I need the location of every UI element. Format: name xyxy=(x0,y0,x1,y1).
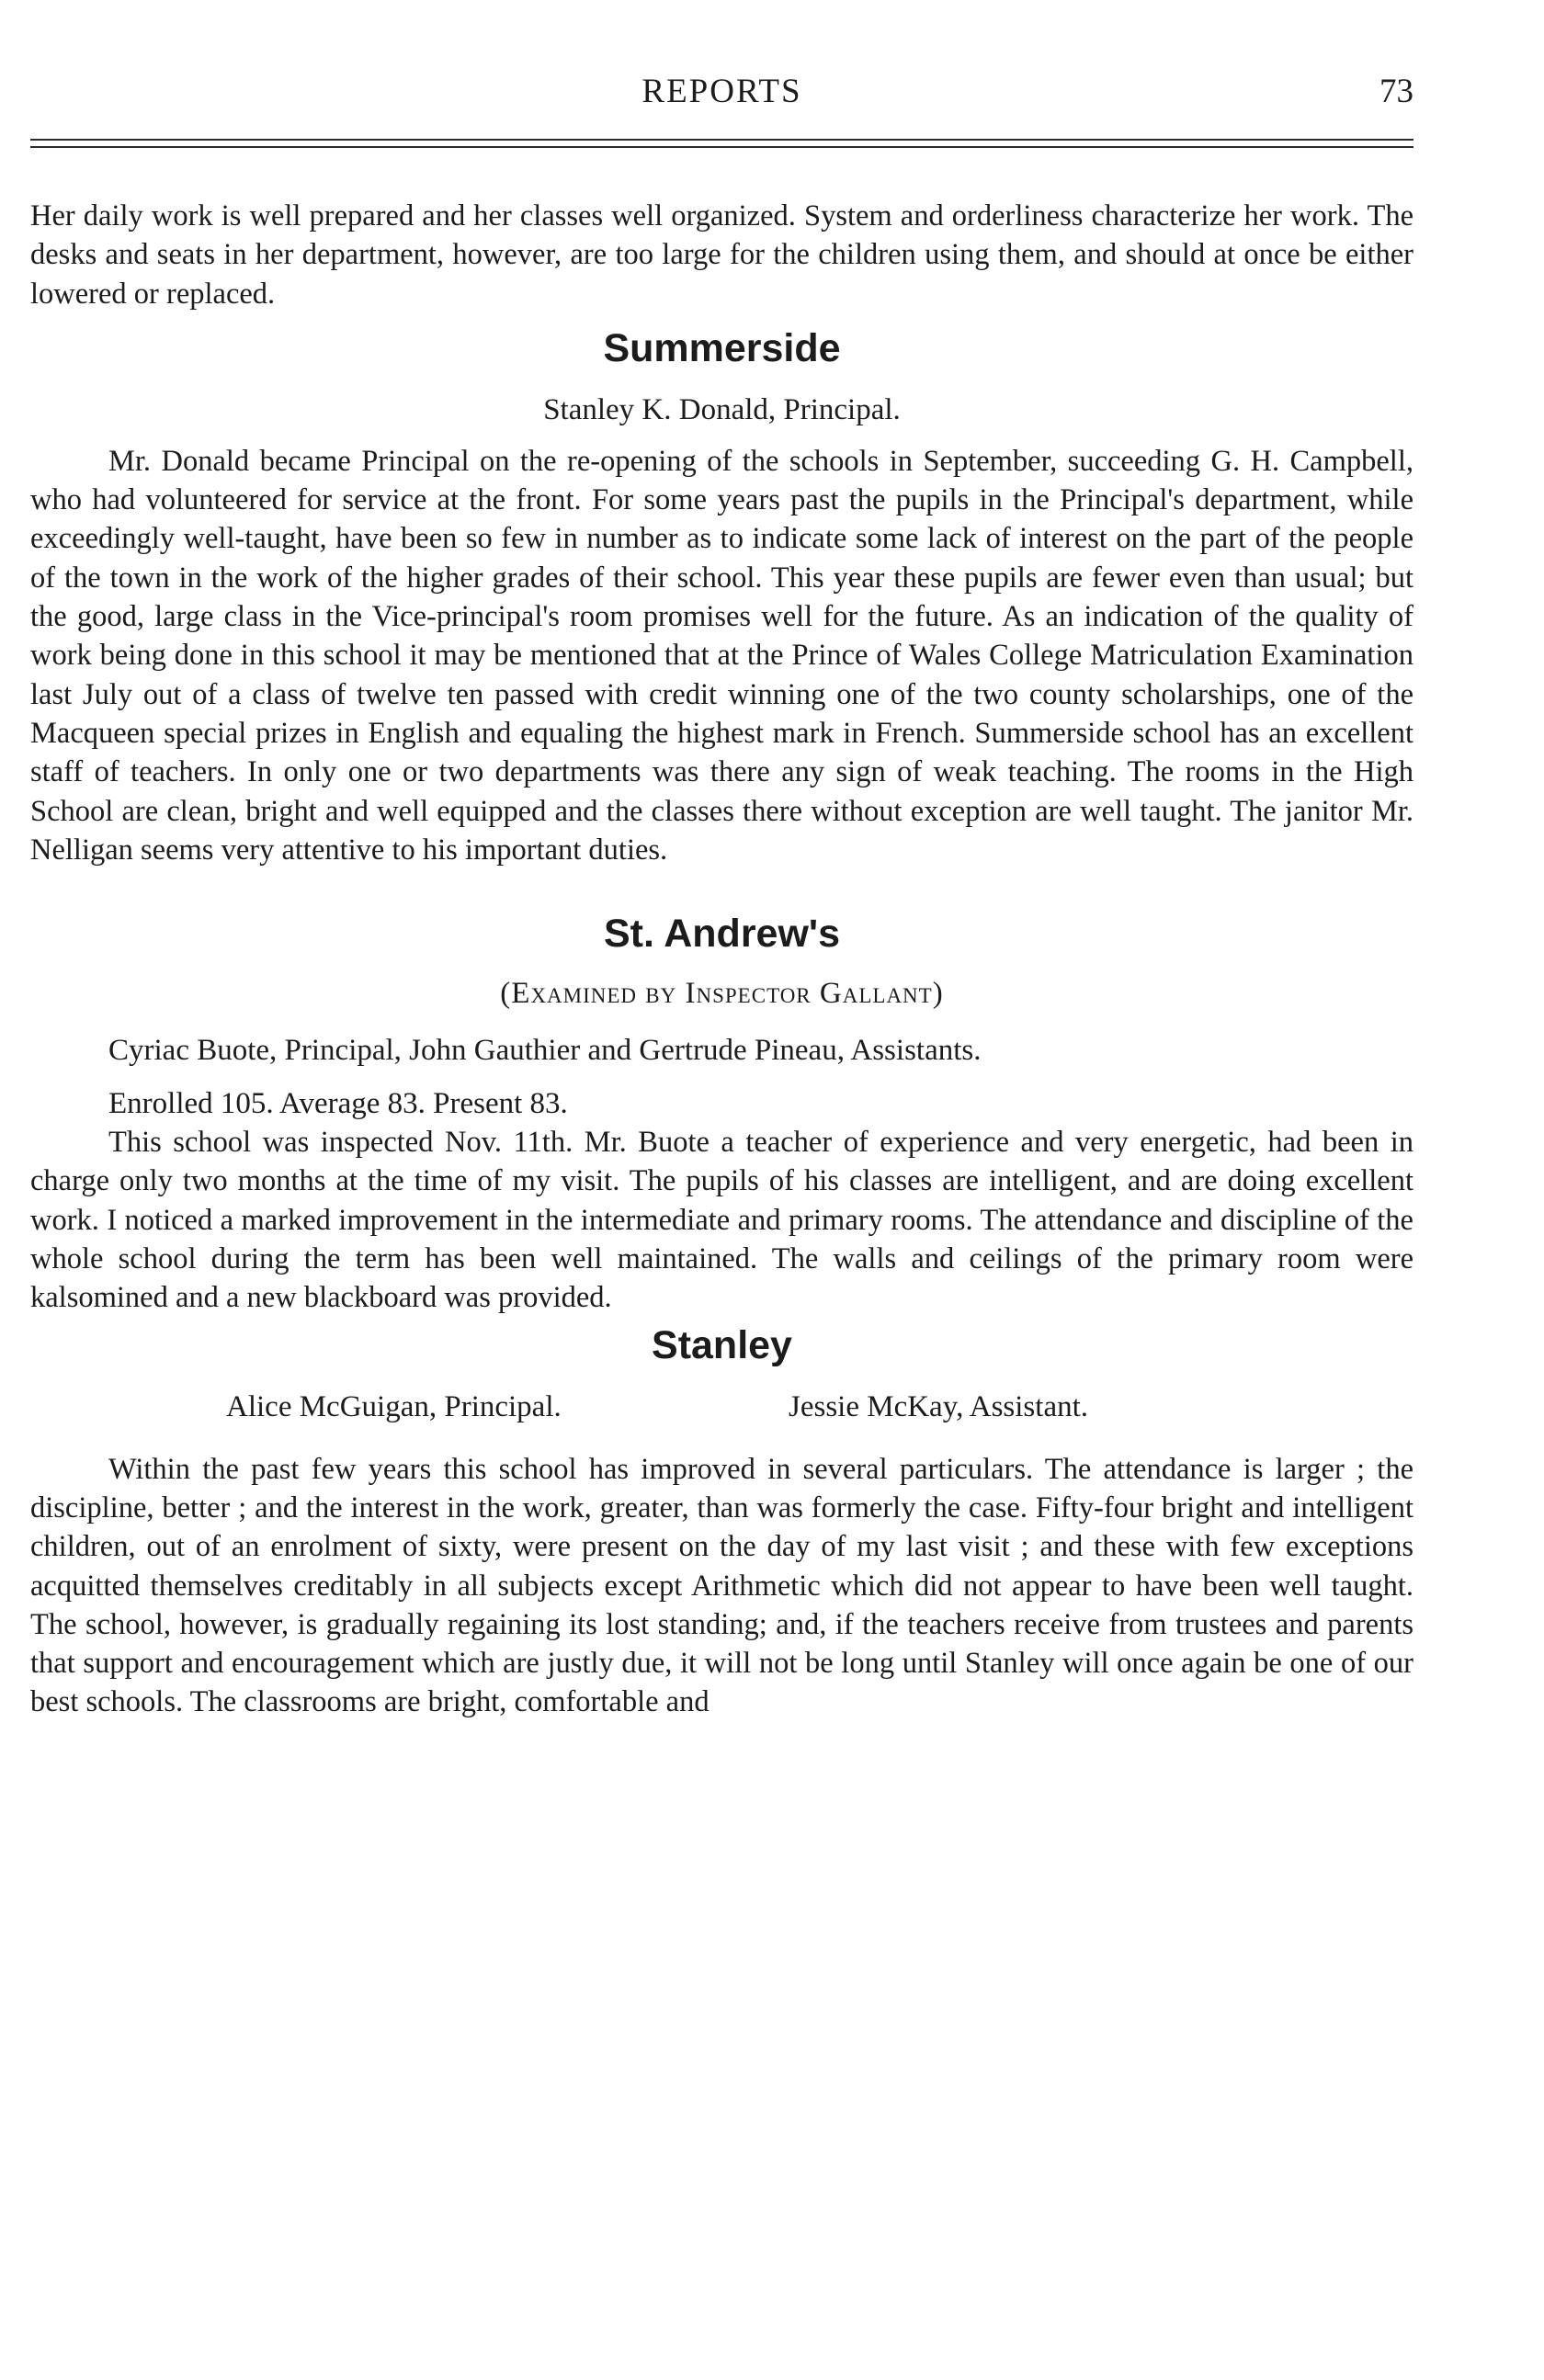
examined-by-note: (Examined by Inspector Gallant) xyxy=(500,977,944,1011)
page-body xyxy=(30,197,1413,1722)
stanley-staff xyxy=(30,1388,1413,1426)
page-header xyxy=(30,72,1413,118)
page-number: 73 xyxy=(1379,73,1413,110)
section-heading-summerside: Summerside xyxy=(603,325,841,370)
stanley-report-paragraph: Within the past few years this school has improved in several particulars. The attendance is larger ; the discipline, better ; and the interest in the work, greater, than was formerly the case. Fifty-four bright and intelligent children, out of an enrolment of sixty, were present on the day of my last visit ; and these with few exceptions acquitted themselves creditably in all subjects except Arithmetic which did not appear to have been well taught. The school, however, is gradually regaining its lost standing; and, if the teachers receive from trustees and parents that support and encouragement which are justly due, it will not be long until Stanley will once again be one of our best schools. The classrooms are bright, comfortable and xyxy=(30,1452,1413,1719)
summerside-report-paragraph: Mr. Donald became Principal on the re-opening of the schools in September, succeeding G. H. Campbell, who had volunteered for service at the front. For some years past the pupils in the Principal's department, while exceedingly well-taught, have been so few in number as to indicate some lack of interest on the part of the people of the town in the work of the higher grades of their school. This year these pupils are fewer even than usual; but the good, large class in the Vice-principal's room promises well for the future. As an indication of the quality of work being done in this school it may be mentioned that at the Prince of Wales College Matriculation Examination last July out of a class of twelve ten passed with credit winning one of the two county scholarships, one of the Macqueen special prizes in English and equaling the highest mark in French. Summerside school has an excellent staff of teachers. In only one or two departments was there any sign of weak teaching. The rooms in the High School are clean, bright and well equipped and the classes there without exception are well taught. The janitor Mr. Nelligan seems very attentive to his important duties. xyxy=(30,444,1413,867)
running-head: REPORTS xyxy=(641,73,802,110)
st-andrews-report-paragraph: This school was inspected Nov. 11th. Mr. Buote a teacher of experience and very energetic, had been in charge only two months at the time of my visit. The pupils of his classes are intelligent, and are doing excellent work. I noticed a marked improvement in the intermediate and primary rooms. The attendance and discipline of the whole school during the term has been well maintained. The walls and ceilings of the primary room were kalsomined and a new blackboard was provided. xyxy=(30,1126,1413,1315)
st-andrews-staff: Cyriac Buote, Principal, John Gauthier and Gertrude Pineau, Assistants. xyxy=(108,1034,982,1068)
st-andrews-attendance: Enrolled 105. Average 83. Present 83. xyxy=(108,1087,568,1121)
stanley-assistant: Jessie McKay, Assistant. xyxy=(789,1389,1089,1423)
stanley-principal: Alice McGuigan, Principal. xyxy=(226,1389,562,1423)
section-heading-stanley: Stanley xyxy=(652,1322,792,1367)
header-rule-top xyxy=(30,139,1413,141)
intro-paragraph: Her daily work is well prepared and her classes well organized. System and orderliness characterize her work. The desks and seats in her department, however, are too large for the children using them, and should at once be either lowered or replaced. xyxy=(30,199,1413,311)
header-rule-bottom xyxy=(30,146,1413,148)
summerside-principal: Stanley K. Donald, Principal. xyxy=(543,392,901,426)
section-heading-st-andrews: St. Andrew's xyxy=(603,912,841,957)
